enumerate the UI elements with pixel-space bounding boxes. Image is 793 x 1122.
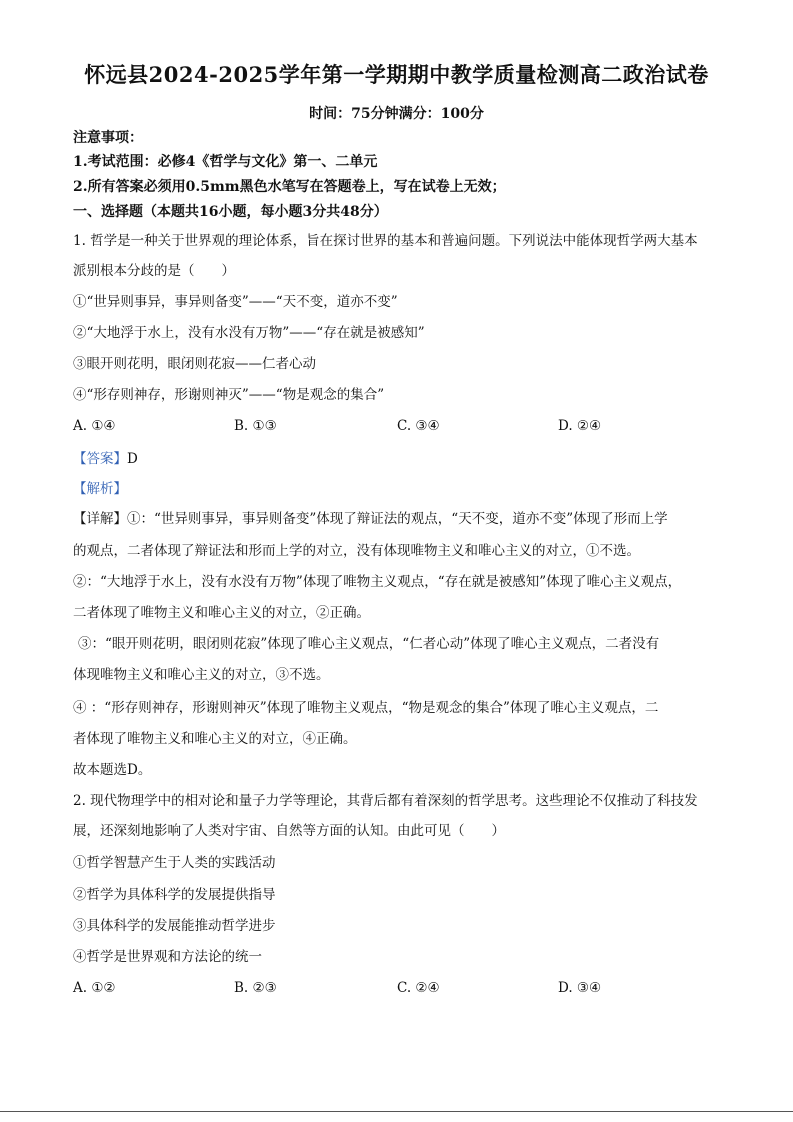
q2-option-a: A. ①②: [73, 980, 116, 996]
q2-item-3: ③具体科学的发展能推动哲学进步: [73, 918, 276, 934]
note-2: 2.所有答案必须用0.5mm黑色水笔写在答题卷上，写在试卷上无效；: [73, 179, 506, 195]
q1-detail-line-4: 二者体现了唯物主义和唯心主义的对立，②正确。: [73, 605, 370, 621]
q1-item-3: ③眼开则花明，眼闭则花寂——仁者心动: [73, 356, 316, 372]
q1-stem-line-2: 派别根本分歧的是（ ）: [73, 263, 235, 279]
q1-detail-line-2: 的观点，二者体现了辩证法和形而上学的对立，没有体现唯物主义和唯心主义的对立，①不选。: [73, 543, 640, 559]
q1-detail-line-3: ②：“大地浮于水上，没有水没有万物”体现了唯物主义观点，“存在就是被感知”体现了唯心主义观点，: [73, 574, 682, 590]
q1-item-4: ④“形存则神存，形谢则神灭”——“物是观念的集合”: [73, 387, 385, 403]
q1-detail-line-6: 体现唯物主义和唯心主义的对立，③不选。: [73, 667, 330, 683]
q1-option-d: D. ②④: [558, 418, 602, 434]
notes-heading: 注意事项：: [73, 130, 143, 146]
q1-detail-line-8: 者体现了唯物主义和唯心主义的对立，④正确。: [73, 731, 357, 747]
q1-option-c: C. ③④: [397, 418, 440, 434]
q2-option-b: B. ②③: [234, 980, 277, 996]
q2-item-4: ④哲学是世界观和方法论的统一: [73, 949, 262, 965]
q1-detail-line-1: 【详解】①：“世异则事异，事异则备变”体现了辩证法的观点，“天不变，道亦不变”体现了形而上学: [73, 511, 668, 527]
q2-item-1: ①哲学智慧产生于人类的实践活动: [73, 855, 276, 871]
analysis-tag: 【解析】: [73, 481, 127, 497]
section-heading: 一、选择题（本题共16小题，每小题3分共48分）: [73, 204, 388, 220]
q1-option-a: A. ①④: [73, 418, 116, 434]
q2-item-2: ②哲学为具体科学的发展提供指导: [73, 887, 276, 903]
answer-value: D: [127, 451, 138, 467]
exam-title: 怀远县2024-2025学年第一学期期中教学质量检测高二政治试卷: [84, 62, 709, 87]
exam-time-and-score: 时间：75分钟满分：100分: [309, 106, 484, 122]
q2-stem-line-1: 2. 现代物理学中的相对论和量子力学等理论，其背后都有着深刻的哲学思考。这些理论不仅推动了科技发: [73, 793, 698, 809]
q2-option-d: D. ③④: [558, 980, 602, 996]
answer-tag: 【答案】: [73, 451, 127, 467]
q1-option-b: B. ①③: [234, 418, 277, 434]
q1-answer: [73, 448, 138, 470]
q1-item-1: ①“世异则事异，事异则备变”——“天不变，道亦不变”: [73, 294, 398, 310]
q1-detail-line-7: ④ ：“形存则神存，形谢则神灭”体现了唯物主义观点，“物是观念的集合”体现了唯心主义观点，二: [73, 700, 659, 716]
page-bottom-divider: [0, 1111, 793, 1112]
q2-option-c: C. ②④: [397, 980, 440, 996]
q1-item-2: ②“大地浮于水上，没有水没有万物”——“存在就是被感知”: [73, 325, 425, 341]
note-1: 1.考试范围：必修4《哲学与文化》第一、二单元: [73, 154, 378, 170]
q1-detail-line-9: 故本题选D。: [73, 762, 152, 778]
q1-detail-line-5: ③：“眼开则花明，眼闭则花寂”体现了唯心主义观点，“仁者心动”体现了唯心主义观点，二者没有: [78, 636, 660, 652]
q1-stem-line-1: 1. 哲学是一种关于世界观的理论体系，旨在探讨世界的基本和普遍问题。下列说法中能体现哲学两大基本: [73, 233, 698, 249]
q2-stem-line-2: 展，还深刻地影响了人类对宇宙、自然等方面的认知。由此可见（ ）: [73, 823, 505, 839]
